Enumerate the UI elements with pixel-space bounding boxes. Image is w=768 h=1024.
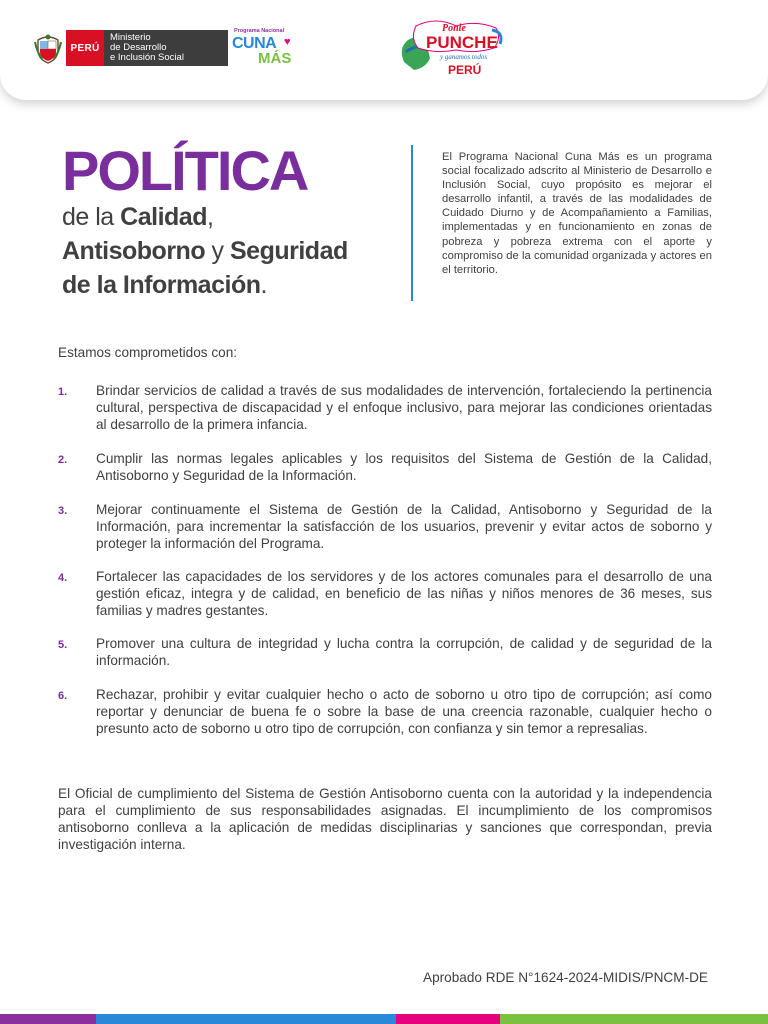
title-line-1 [62, 200, 348, 234]
item-number: 3. [58, 505, 68, 517]
peru-brand-box [66, 30, 104, 66]
national-seal-icon [34, 32, 62, 64]
cuna-mas-logo [232, 28, 304, 70]
title-bold-text: Seguridad [230, 237, 348, 265]
item-number: 2. [58, 454, 68, 466]
title-text: y [205, 237, 230, 265]
punche-line-4: PERÚ [448, 63, 482, 77]
item-number: 1. [58, 386, 68, 398]
title-bold-text: de la Información [62, 271, 261, 299]
color-bar-segment [500, 1014, 768, 1024]
item-text: Cumplir las normas legales aplicables y los requisitos del Sistema de Gestión de la Calidad, Antisoborno y Seguridad de la Información. [96, 451, 712, 483]
ministry-brand-box [104, 30, 228, 66]
color-bar-segment [396, 1014, 500, 1024]
title-text: de la [62, 203, 121, 231]
item-number: 6. [58, 690, 68, 702]
title-line-2 [62, 234, 348, 268]
cuna-word: CUNA [232, 35, 277, 52]
color-bar-segment [0, 1014, 96, 1024]
title-text: . [260, 271, 267, 299]
policy-title [62, 139, 348, 302]
color-bar-segment [96, 1014, 396, 1024]
vertical-divider [411, 145, 413, 301]
ministry-line: e Inclusión Social [110, 52, 184, 63]
ministry-line: de Desarrollo [110, 42, 167, 53]
title-line-3 [62, 268, 348, 302]
ministry-line: Ministerio [110, 32, 151, 43]
program-intro: El Programa Nacional Cuna Más es un programa social focalizado adscrito al Ministerio de Desarrollo e Inclusión Social, cuyo propósito es mejorar el desarrollo infantil, a través de las modalidades de Cuidado Diurno y de Acompañamiento a Familias, implementadas y en funcionamiento en zonas de pobreza y pobreza extrema con el aporte y compromiso de la comunidad organizada y actores en el territorio. [442, 151, 712, 276]
title-text: , [206, 203, 214, 231]
item-text: Fortalecer las capacidades de los servidores y de los actores comunales para el desarrollo de una gestión eficaz, integra y de calidad, en beneficio de las niñas y niños menores de 36 meses, sus familias y madres gestantes. [96, 569, 712, 618]
footer-color-bar [0, 1014, 768, 1024]
mas-word: MÁS [258, 50, 292, 67]
committed-heading: Estamos comprometidos con: [58, 345, 238, 360]
item-text: Rechazar, prohibir y evitar cualquier hecho o acto de soborno u otro tipo de corrupción; así como reportar y denunciar de buena fe o sobre la base de una creencia razonable, cualquier hecho o presunto acto de soborno u otro tipo de corrupción, con confianza y sin temor a represalias. [96, 687, 712, 736]
ponle-punche-logo [396, 18, 508, 84]
item-number: 4. [58, 572, 68, 584]
closing-paragraph: El Oficial de cumplimiento del Sistema de Gestión Antisoborno cuenta con la autoridad y la independencia para el cumplimiento de sus responsabilidades asignadas. El incumplimiento de los compromisos antisoborno conlleva a la aplicación de medidas disciplinarias y sanciones que correspondan, previa investigación interna. [58, 786, 712, 852]
approval-reference: Aprobado RDE N°1624-2024-MIDIS/PNCM-DE [423, 970, 708, 985]
cuna-program-label: Programa Nacional [234, 28, 285, 34]
title-bold-text: Calidad [120, 203, 207, 231]
heart-icon: ♥ [284, 36, 291, 48]
item-text: Mejorar continuamente el Sistema de Gestión de la Calidad, Antisoborno y Seguridad de la Información, para incrementar la satisfacción de los usuarios, prevenir y evitar actos de soborno y proteger la información del Programa. [96, 502, 712, 551]
item-text: Promover una cultura de integridad y lucha contra la corrupción, de calidad y de seguridad de la información. [96, 636, 712, 668]
peru-label: PERÚ [70, 42, 100, 54]
title-main: POLÍTICA [62, 139, 308, 202]
title-bold-text: Antisoborno [62, 237, 206, 265]
page-header [0, 0, 768, 100]
punche-line-2: PUNCHE [426, 33, 498, 52]
punche-line-1: Ponle [442, 23, 466, 34]
item-number: 5. [58, 639, 68, 651]
item-text: Brindar servicios de calidad a través de sus modalidades de intervención, fortaleciendo la pertinencia cultural, perspectiva de discapacidad y el enfoque inclusivo, para mejorar las condiciones orientadas al desarrollo de la primera infancia. [96, 383, 712, 432]
punche-line-3: y ganamos todos [440, 53, 488, 61]
